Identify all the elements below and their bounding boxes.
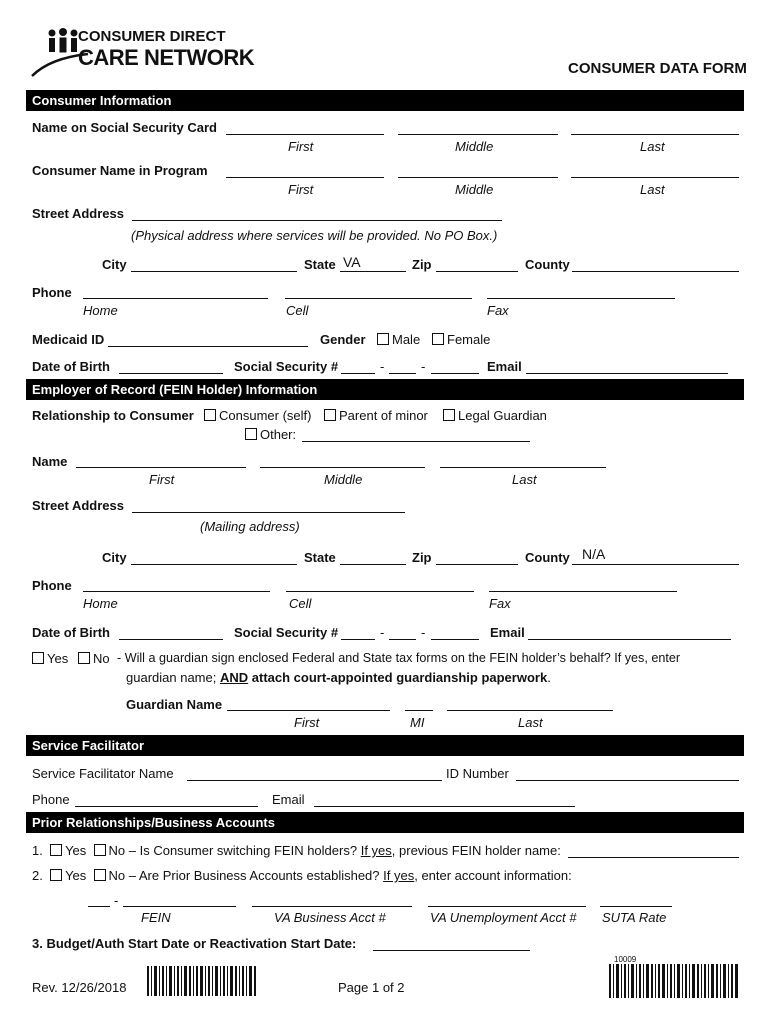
rel-self-checkbox[interactable] bbox=[204, 409, 216, 421]
program-middle-field[interactable] bbox=[398, 177, 558, 178]
section-consumer-information: Consumer Information bbox=[26, 90, 744, 111]
section-employer-information: Employer of Record (FEIN Holder) Information bbox=[26, 379, 744, 400]
emp-email-label: Email bbox=[490, 625, 525, 640]
guardian-mi-caption: MI bbox=[410, 715, 425, 730]
logo-line1: CONSUMER DIRECT bbox=[78, 28, 226, 45]
emp-middle-caption: Middle bbox=[324, 472, 363, 487]
guardian-question-line1: - Will a guardian sign enclosed Federal and State tax forms on the FEIN holder’s behalf? If yes, enter bbox=[117, 651, 681, 665]
ssn-part3-field[interactable] bbox=[431, 373, 479, 374]
sf-name-field[interactable] bbox=[187, 780, 442, 781]
emp-dob-field[interactable] bbox=[119, 639, 223, 640]
female-label: Female bbox=[447, 332, 491, 347]
program-name-label: Consumer Name in Program bbox=[32, 163, 208, 178]
male-label: Male bbox=[392, 332, 421, 347]
prior-q2 bbox=[32, 868, 572, 883]
zip-field[interactable] bbox=[436, 271, 518, 272]
guardian-no-label: No bbox=[93, 651, 110, 666]
footer-form-number: 10009 bbox=[614, 955, 637, 964]
sf-phone-field[interactable] bbox=[75, 806, 258, 807]
sf-email-label: Email bbox=[272, 792, 305, 807]
zip-label: Zip bbox=[412, 257, 432, 272]
medicaid-field[interactable] bbox=[108, 346, 308, 347]
phone-home-field[interactable] bbox=[83, 298, 268, 299]
guardian-mi-field[interactable] bbox=[405, 710, 433, 711]
rel-other-option[interactable] bbox=[245, 427, 296, 442]
rel-parent-label: Parent of minor bbox=[339, 408, 428, 423]
ssn-label: Social Security # bbox=[234, 359, 339, 374]
ssn-first-field[interactable] bbox=[226, 134, 384, 135]
q1-yes-label: Yes bbox=[65, 843, 87, 858]
logo-line2: CARE NETWORK bbox=[78, 45, 255, 70]
q2-no-label: No – Are Prior Business Accounts established? bbox=[108, 868, 380, 883]
ssn-dash-2: - bbox=[421, 359, 426, 374]
rel-parent-option[interactable] bbox=[324, 408, 428, 423]
ssn-middle-caption: Middle bbox=[455, 139, 494, 154]
program-first-field[interactable] bbox=[226, 177, 384, 178]
guardian-yes-option[interactable] bbox=[32, 651, 68, 666]
emp-ssn-part2-field[interactable] bbox=[389, 639, 416, 640]
q1-yes-checkbox[interactable] bbox=[50, 844, 62, 856]
barcode-left bbox=[147, 966, 257, 996]
rel-other-label: Other: bbox=[260, 427, 297, 442]
ssn-first-caption: First bbox=[288, 139, 314, 154]
emp-phone-home-caption: Home bbox=[83, 596, 118, 611]
emp-last-caption: Last bbox=[512, 472, 537, 487]
sf-id-label: ID Number bbox=[446, 766, 509, 781]
guardian-q2-part-a: guardian name; bbox=[126, 670, 217, 685]
guardian-yes-label: Yes bbox=[47, 651, 69, 666]
guardian-q2-period: . bbox=[547, 670, 551, 685]
phone-label: Phone bbox=[32, 285, 72, 300]
q1-no-label: No – Is Consumer switching FEIN holders? bbox=[108, 843, 358, 858]
emp-name-label: Name bbox=[32, 454, 68, 469]
phone-fax-field[interactable] bbox=[487, 298, 675, 299]
guardian-yes-checkbox[interactable] bbox=[32, 652, 44, 664]
gender-male-option[interactable] bbox=[377, 332, 420, 347]
emp-ssn-dash-2: - bbox=[421, 625, 426, 640]
rel-other-field[interactable] bbox=[302, 441, 530, 442]
emp-last-field[interactable] bbox=[440, 467, 606, 468]
emp-ssn-part3-field[interactable] bbox=[431, 639, 479, 640]
sf-name-label: Service Facilitator Name bbox=[32, 766, 174, 781]
guardian-no-option[interactable] bbox=[78, 651, 110, 666]
street-label: Street Address bbox=[32, 206, 124, 221]
emp-phone-cell-caption: Cell bbox=[289, 596, 312, 611]
county-label: County bbox=[525, 257, 570, 272]
q2-no-checkbox[interactable] bbox=[94, 869, 106, 881]
suta-field[interactable] bbox=[600, 906, 672, 907]
emp-ssn-part1-field[interactable] bbox=[341, 639, 375, 640]
fein-dash: - bbox=[114, 893, 119, 908]
phone-home-caption: Home bbox=[83, 303, 118, 318]
emp-phone-fax-field[interactable] bbox=[489, 591, 677, 592]
form-title: CONSUMER DATA FORM bbox=[568, 60, 747, 77]
guardian-last-caption: Last bbox=[518, 715, 543, 730]
guardian-q2-attach: attach court-appointed guardianship paperwork bbox=[251, 670, 548, 685]
email-field[interactable] bbox=[526, 373, 728, 374]
emp-phone-label: Phone bbox=[32, 578, 72, 593]
q3-date-field[interactable] bbox=[373, 950, 530, 951]
ssn-last-field[interactable] bbox=[571, 134, 739, 135]
guardian-name-label: Guardian Name bbox=[126, 697, 223, 712]
sf-email-field[interactable] bbox=[314, 806, 575, 807]
rel-self-label: Consumer (self) bbox=[219, 408, 312, 423]
emp-county-label: County bbox=[525, 550, 570, 565]
prior-q1 bbox=[32, 843, 561, 858]
prior-q3: 3. Budget/Auth Start Date or Reactivation Start Date: bbox=[32, 936, 357, 951]
emp-first-field[interactable] bbox=[76, 467, 246, 468]
guardian-last-field[interactable] bbox=[447, 710, 613, 711]
gender-label: Gender bbox=[320, 332, 366, 347]
medicaid-label: Medicaid ID bbox=[32, 332, 105, 347]
dob-label: Date of Birth bbox=[32, 359, 110, 374]
section-prior-relationships: Prior Relationships/Business Accounts bbox=[26, 812, 744, 833]
ssn-part1-field[interactable] bbox=[341, 373, 375, 374]
q1-no-checkbox[interactable] bbox=[94, 844, 106, 856]
q1-previous-holder-field[interactable] bbox=[568, 857, 739, 858]
email-label: Email bbox=[487, 359, 522, 374]
ssn-dash-1: - bbox=[380, 359, 385, 374]
guardian-q2-and: AND bbox=[219, 670, 249, 685]
dob-field[interactable] bbox=[119, 373, 223, 374]
emp-city-field[interactable] bbox=[131, 564, 297, 565]
emp-zip-label: Zip bbox=[412, 550, 432, 565]
emp-state-field[interactable] bbox=[340, 564, 406, 565]
footer-rev: Rev. 12/26/2018 bbox=[32, 980, 127, 995]
emp-middle-field[interactable] bbox=[260, 467, 425, 468]
emp-zip-field[interactable] bbox=[436, 564, 518, 565]
emp-first-caption: First bbox=[149, 472, 175, 487]
female-checkbox[interactable] bbox=[432, 333, 444, 345]
emp-state-label: State bbox=[304, 550, 336, 565]
ssn-part2-field[interactable] bbox=[389, 373, 416, 374]
state-value: VA bbox=[343, 254, 361, 270]
guardian-no-checkbox[interactable] bbox=[78, 652, 90, 664]
q1-rest: , previous FEIN holder name: bbox=[391, 843, 561, 858]
rel-guardian-label: Legal Guardian bbox=[458, 408, 547, 423]
city-field[interactable] bbox=[131, 271, 297, 272]
ssn-last-caption: Last bbox=[640, 139, 665, 154]
emp-street-note: (Mailing address) bbox=[200, 519, 300, 534]
guardian-first-field[interactable] bbox=[227, 710, 390, 711]
program-last-caption: Last bbox=[640, 182, 665, 197]
street-note: (Physical address where services will be provided. No PO Box.) bbox=[131, 228, 498, 243]
male-checkbox[interactable] bbox=[377, 333, 389, 345]
q1-ifyes: If yes bbox=[360, 843, 392, 858]
state-field[interactable] bbox=[340, 271, 406, 272]
emp-ssn-label: Social Security # bbox=[234, 625, 339, 640]
va-unemployment-caption: VA Unemployment Acct # bbox=[430, 910, 577, 925]
rel-guardian-checkbox[interactable] bbox=[443, 409, 455, 421]
county-field[interactable] bbox=[572, 271, 739, 272]
va-business-caption: VA Business Acct # bbox=[274, 910, 386, 925]
emp-city-label: City bbox=[102, 550, 127, 565]
q2-yes-checkbox[interactable] bbox=[50, 869, 62, 881]
program-last-field[interactable] bbox=[571, 177, 739, 178]
rel-self-option[interactable] bbox=[204, 408, 311, 423]
fein-part1-field[interactable] bbox=[88, 906, 110, 907]
emp-county-value: N/A bbox=[582, 546, 606, 562]
street-field[interactable] bbox=[132, 220, 502, 221]
emp-county-field[interactable] bbox=[572, 564, 739, 565]
sf-id-field[interactable] bbox=[516, 780, 739, 781]
phone-cell-field[interactable] bbox=[285, 298, 472, 299]
guardian-first-caption: First bbox=[294, 715, 320, 730]
emp-street-field[interactable] bbox=[132, 512, 405, 513]
q2-yes-label: Yes bbox=[65, 868, 87, 883]
va-unemployment-field[interactable] bbox=[428, 906, 586, 907]
va-business-field[interactable] bbox=[252, 906, 412, 907]
barcode-right bbox=[609, 964, 739, 998]
rel-other-checkbox[interactable] bbox=[245, 428, 257, 440]
program-middle-caption: Middle bbox=[455, 182, 494, 197]
phone-cell-caption: Cell bbox=[286, 303, 309, 318]
ssn-name-label: Name on Social Security Card bbox=[32, 120, 217, 135]
footer-page: Page 1 of 2 bbox=[338, 980, 405, 995]
emp-ssn-dash-1: - bbox=[380, 625, 385, 640]
guardian-question-line2 bbox=[126, 670, 551, 685]
q2-rest: , enter account information: bbox=[414, 868, 572, 883]
emp-phone-home-field[interactable] bbox=[83, 591, 270, 592]
ssn-middle-field[interactable] bbox=[398, 134, 558, 135]
relationship-label: Relationship to Consumer bbox=[32, 408, 194, 423]
fein-caption: FEIN bbox=[141, 910, 171, 925]
emp-dob-label: Date of Birth bbox=[32, 625, 110, 640]
emp-street-label: Street Address bbox=[32, 498, 124, 513]
suta-caption: SUTA Rate bbox=[602, 910, 667, 925]
emp-phone-fax-caption: Fax bbox=[489, 596, 511, 611]
section-service-facilitator: Service Facilitator bbox=[26, 735, 744, 756]
city-label: City bbox=[102, 257, 127, 272]
logo bbox=[30, 24, 255, 84]
sf-phone-label: Phone bbox=[32, 792, 70, 807]
emp-email-field[interactable] bbox=[528, 639, 731, 640]
q2-ifyes: If yes bbox=[383, 868, 415, 883]
state-label: State bbox=[304, 257, 336, 272]
program-first-caption: First bbox=[288, 182, 314, 197]
emp-phone-cell-field[interactable] bbox=[286, 591, 474, 592]
rel-parent-checkbox[interactable] bbox=[324, 409, 336, 421]
rel-guardian-option[interactable] bbox=[443, 408, 547, 423]
fein-part2-field[interactable] bbox=[123, 906, 236, 907]
q1-number: 1. bbox=[32, 843, 43, 858]
gender-female-option[interactable] bbox=[432, 332, 490, 347]
q2-number: 2. bbox=[32, 868, 43, 883]
phone-fax-caption: Fax bbox=[487, 303, 509, 318]
